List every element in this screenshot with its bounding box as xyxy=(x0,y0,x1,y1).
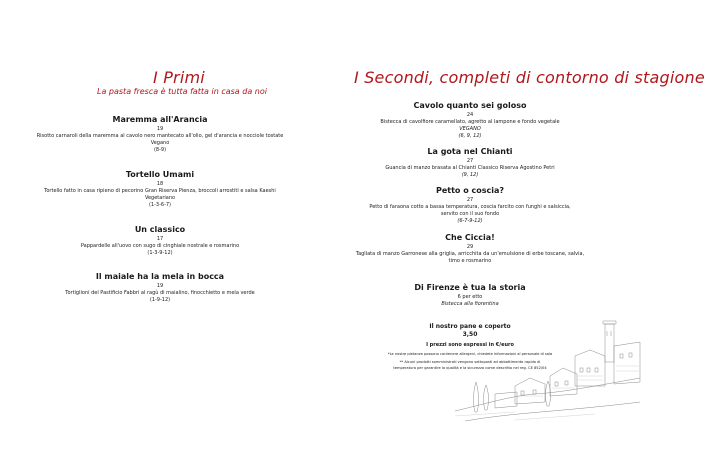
dish-name: La gota nel Chianti xyxy=(427,147,513,156)
dish-name: Tortello Umami xyxy=(125,170,195,179)
dish-allergens: (1-9-12) xyxy=(149,297,171,303)
dish-allergens: (1-3-9-12) xyxy=(147,250,173,256)
dish-desc: Risotto carnaroli della maremma al cavolo nero mantecato all'olio, gel d'arancia e nocciole tostate xyxy=(36,133,284,139)
dish-price: 27 xyxy=(466,158,474,164)
dish-name: Il maiale ha la mela in bocca xyxy=(95,272,225,281)
dish-un-classico xyxy=(0,225,320,257)
dish-price: 27 xyxy=(466,197,474,203)
dish-price: 17 xyxy=(156,236,164,242)
dish-name: Petto o coscia? xyxy=(435,186,505,195)
dish-note: Vegano xyxy=(150,140,170,146)
dish-desc: Tortiglioni del Pastificio Fabbri al ragù di maialino, finocchietto e mela verde xyxy=(65,290,255,296)
secondi-title: I Secondi, completi di contorno di stagione xyxy=(354,68,705,87)
dish-price: 29 xyxy=(466,244,474,250)
dish-desc-cont: servito con il suo fondo xyxy=(440,211,500,217)
dish-che-ciccia xyxy=(320,233,620,265)
dish-desc: Guancia di manzo brasata al Chianti Classico Riserva Agostino Petri xyxy=(385,165,555,171)
cover-label: Il nostro pane e coperto xyxy=(429,323,511,330)
frozen-note-line2: temperatura per garantire la qualità e la sicurezza come descritto nel reg. CE 852/04 xyxy=(393,366,547,370)
dish-allergens: (9, 12) xyxy=(461,172,479,178)
dish-price: 19 xyxy=(156,283,164,289)
dish-desc: Tagliata di manzo Garronese alla griglia, arricchita da un'emulsione di erbe toscane, salvia, xyxy=(355,251,585,257)
dish-allergens: (1-3-6-7) xyxy=(148,202,172,208)
dish-allergens: (8-9) xyxy=(153,147,167,153)
dish-price: 19 xyxy=(156,126,164,132)
dish-name: Maremma all'Arancia xyxy=(112,115,208,124)
dish-price: 6 per etto xyxy=(457,294,483,300)
dish-name: Un classico xyxy=(134,225,186,234)
dish-name: Che Ciccia! xyxy=(445,233,495,242)
frozen-note-line1: ** Alcuni prodotti somministrati vengono sottoposti ad abbattimento rapido di xyxy=(399,360,541,364)
village-sketch xyxy=(455,316,640,428)
dish-tortello xyxy=(0,170,320,209)
dish-price: 24 xyxy=(466,112,474,118)
dish-desc: Bistecca di cavolfiore caramellato, agretto al lampone e fondo vegetale xyxy=(380,119,560,125)
dish-note: Bistecca alla fiorentina xyxy=(441,301,499,307)
cover-price: 3,50 xyxy=(462,331,478,338)
dish-maremma xyxy=(0,115,320,154)
dish-name: Cavolo quanto sei goloso xyxy=(413,101,527,110)
dish-price: 18 xyxy=(156,181,164,187)
dish-note: Vegetariano xyxy=(144,195,176,201)
primi-subtitle: La pasta fresca è tutta fatta in casa da noi xyxy=(97,87,267,96)
dish-desc: Pappardelle all'uovo con sugo di cinghiale nostrale e rosmarino xyxy=(80,243,240,249)
dish-cavolo xyxy=(320,101,620,140)
dish-maiale xyxy=(0,272,320,304)
allergen-note: *Le nostre pietanze possono contenere allergeni, chiedete informazioni al personale di sala xyxy=(387,352,553,356)
dish-desc-cont: timo e rosmarino xyxy=(448,258,492,264)
dish-petto xyxy=(320,186,620,225)
dish-desc: Tortello fatto in casa ripieno di pecorino Gran Riserva Pienza, broccoli arrostiti e salsa Kaeshi xyxy=(44,188,276,194)
dish-desc: Petto di faraona cotto a bassa temperatura, coscia farcito con funghi e salsiccia, xyxy=(369,204,571,210)
dish-gota xyxy=(320,147,620,179)
dish-name: Di Firenze è tua la storia xyxy=(414,283,526,292)
dish-note: VEGANO xyxy=(459,126,481,132)
dish-allergens: (6, 9, 12) xyxy=(458,133,482,139)
primi-title: I Primi xyxy=(153,68,205,87)
dish-allergens: (6-7-9-12) xyxy=(457,218,483,224)
prices-note: I prezzi sono espressi in €/euro xyxy=(426,342,514,348)
dish-fiorentina xyxy=(320,283,620,308)
